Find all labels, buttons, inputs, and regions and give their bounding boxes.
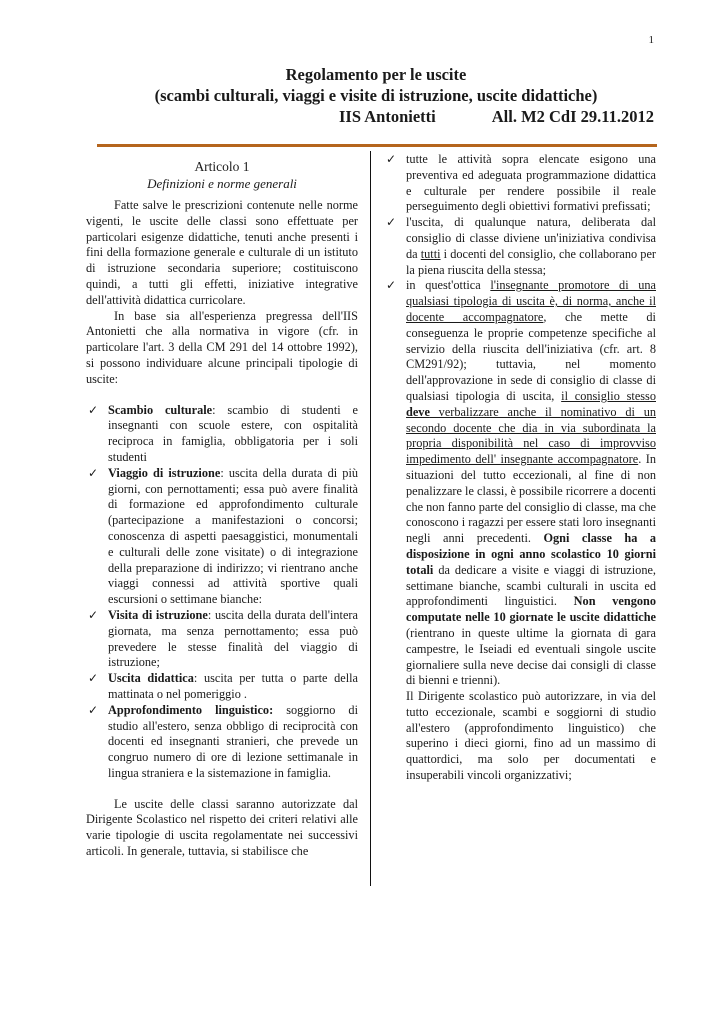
header-rule [97,144,657,147]
list-item: ✓ Uscita didattica: uscita per tutta o parte della mattinata o nel pomeriggio . [88,671,358,701]
document-subtitle: (scambi culturali, viaggi e visite di istruzione, uscite didattiche) [154,86,598,105]
document-title: Regolamento per le uscite [285,65,467,84]
list-item: ✓ in quest'ottica l'insegnante promotore di una qualsiasi tipologia di uscita è, di norma, anche il docente accompagnatore, che mette di conseguenza le proprie competenze specifiche al servizio della riuscita dell'iniziativa (cfr. art. 8 CM291/92); tuttavia, nel momento dell'approvazione in sede di consiglio di classe di qualsiasi tipologia di uscita, il consiglio stesso deve verbalizzare anche il nominativo di un secondo docente che dia in via subordinata la propria disponibilità nel caso di improvviso impedimento dell' insegnante accompagnatore. In situazioni del tutto eccezionali, al fine di non penalizzare le classi, è possibile ricorrere a docenti che non fanno parte del consiglio di classe, ma che conoscono i ragazzi per essere stati loro insegnanti negli anni precedenti. Ogni classe ha a disposizione in ogni anno scolastico 10 giorni totali da dedicare a visite e viaggi di istruzione, settimane bianche, scambi culturali in uscita ed approfondimenti linguistici. Non vengono computate nelle 10 giornate le uscite didattiche (rientrano in queste ultime la giornata di gara campestre, le Iseiadi ed eventuali singole uscite giornaliere sulla neve decise dai consigli di classe di bienni e trienni). Il Dirigente scolastico può autorizzare, in via del tutto eccezionale, scambi e soggiorni di studio all'estero (approfondimento linguistico) che superino i dieci giorni, fino ad un massimo di quattordici, ma solo per documentati e insuperabili vincoli organizzativi; [386,278,656,783]
column-divider [370,151,371,886]
uscite-type-list [86,403,358,782]
article-subtitle: Definizioni e norme generali [147,176,297,191]
list-item: ✓ Approfondimento linguistico: soggiorno di studio all'estero, senza obbligo di reciprocità con docenti ed insegnanti stranieri, che prevede un congruo numero di ore di lezione settimanale in lingua straniera e la sistemazione in famiglia. [88,702,358,780]
paragraph: In base sia all'esperienza pregressa dell'IIS Antonietti che alla normativa in vigore (cfr. in particolare l'art. 3 della CM 291 del 14 ottobre 1992), si possono individuare alcune principali tipologie di uscite: [86,308,358,386]
right-column [384,152,656,784]
list-item: ✓ Viaggio di istruzione: uscita della durata di più giorni, con pernottamenti; essa può avere finalità di formazione ed approfondimento culturale (partecipazione a manifestazioni o concorsi; conoscenza di aspetti paesaggistici, monumentali e culturali delle zone visitate) o di integrazione della preparazione di indirizzo; vi rientrano anche viaggi connessi ad attività sportive quali escursioni o settimane bianche: [88,465,359,607]
rules-list [384,152,656,784]
checkmark-icon: ✓ [386,152,397,166]
paragraph: Le uscite delle classi saranno autorizzate dal Dirigente Scolastico nel rispetto dei criteri relativi alle varie tipologie di uscita regolamentate nei successivi articoli. In generale, tuttavia, si stabilisce che [86,796,358,859]
checkmark-icon: ✓ [88,702,99,717]
document-reference-line [96,106,656,127]
checkmark-icon: ✓ [88,671,99,686]
checkmark-icon: ✓ [88,402,99,417]
paragraph: Fatte salve le prescrizioni contenute nelle norme vigenti, le uscite delle classi sono effettuate per particolari esigenze didattiche, tenuti anche presenti i fini della formazione generale e culturale di un istituto di istruzione secondaria superiore; costituiscono quindi, a tutti gli effetti, iniziative integrative dell'attività didattica curricolare. [86,198,358,307]
list-item: ✓ tutte le attività sopra elencate esigono una preventiva ed adeguata programmazione didattica e culturale per rendere possibile il reale perseguimento degli obiettivi formativi prefissati; [386,152,656,214]
checkmark-icon: ✓ [88,607,99,622]
checkmark-icon: ✓ [386,215,397,230]
list-item: ✓ Scambio culturale: scambio di studenti e insegnanti con scuole estere, con ospitalità reciproca in famiglia, obbligatoria per i soli studenti [88,402,359,464]
list-item: ✓ Visita di istruzione: uscita della durata dell'intera giornata, ma senza pernottamento; essa può prevedere le stesse finalità del viaggio di istruzione; [88,607,358,670]
left-column [86,156,358,860]
checkmark-icon: ✓ [88,465,99,480]
document-header [96,64,656,127]
article-title: Articolo 1 [194,159,250,174]
school-name: IIS Antonietti [339,107,436,126]
checkmark-icon: ✓ [386,278,397,293]
page-number: 1 [648,34,654,46]
attachment-reference: All. M2 CdI 29.11.2012 [491,107,654,126]
list-item: ✓ l'uscita, di qualunque natura, deliberata dal consiglio di classe diviene un'iniziativa condivisa da tutti i docenti del consiglio, che collaborano per la piena riuscita della stessa; [386,215,657,277]
